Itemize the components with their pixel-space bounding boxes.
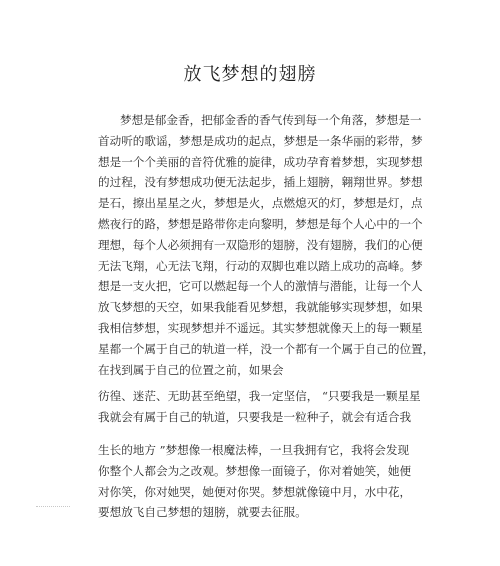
text-line: 对你笑，你对她哭，她便对你哭。梦想就像镜中月，水中花， [98, 484, 412, 499]
text-line: 是石，擦出星星之火，梦想是火，点燃熄灭的灯，梦想是灯，点 [98, 196, 423, 211]
text-line: 要想放飞自己梦想的翅膀，就要去征服。 [98, 505, 307, 520]
text-line: 想是一个个美丽的音符优雅的旋律，成功孕育着梦想，实现梦想 [98, 154, 423, 169]
text-line: 彷徨、迷茫、无助甚至绝望，我一定坚信， “只要我是一颗星星 [98, 389, 421, 404]
text-line: 想是一支火把，它可以燃起每一个人的激情与潜能，让每一个人 [98, 279, 423, 294]
paragraph-3 [98, 440, 412, 523]
text-line: 生长的地方 ”梦想像一根魔法棒，一旦我拥有它，我将会发现 [98, 442, 410, 457]
paragraph-1 [98, 110, 435, 380]
document-body [98, 110, 435, 523]
text-line: 我相信梦想，实现梦想并不遥远。其实梦想就像天上的每一颗星 [98, 320, 423, 335]
text-line: 在找到属于自己的位置之前，如果会 [98, 362, 284, 377]
text-line: 梦想是郁金香，把郁金香的香气传到每一个角落，梦想是一 [120, 113, 422, 127]
text-line: 放飞梦想的天空，如果我能看见梦想，我就能够实现梦想，如果 [98, 300, 423, 315]
text-line: 的过程，没有梦想成功便无法起步，插上翅膀，翱翔世界。梦想 [98, 175, 423, 190]
text-line: 你整个人都会为之改观。梦想像一面镜子，你对着她笑，她便 [98, 463, 412, 478]
text-line: 星都一个属于自己的轨道一样，没一个都有一个属于自己的位置， [98, 341, 435, 356]
text-line: 无法飞翔，心无法飞翔，行动的双脚也难以踏上成功的高峰。梦 [98, 258, 423, 273]
text-line: 理想，每个人必须拥有一双隐形的翅膀，没有翅膀，我们的心便 [98, 237, 423, 252]
paragraph-2 [98, 386, 421, 428]
text-line: 首动听的歌谣，梦想是成功的起点，梦想是一条华丽的彩带，梦 [98, 133, 423, 148]
text-line: 燃夜行的路，梦想是路带你走向黎明，梦想是每个人心中的一个 [98, 216, 423, 231]
text-line: 我就会有属于自己的轨道，只要我是一粒种子，就会有适合我 [98, 410, 412, 425]
footer-divider [36, 506, 70, 507]
document-title: 放飞梦想的翅膀 [183, 64, 317, 85]
